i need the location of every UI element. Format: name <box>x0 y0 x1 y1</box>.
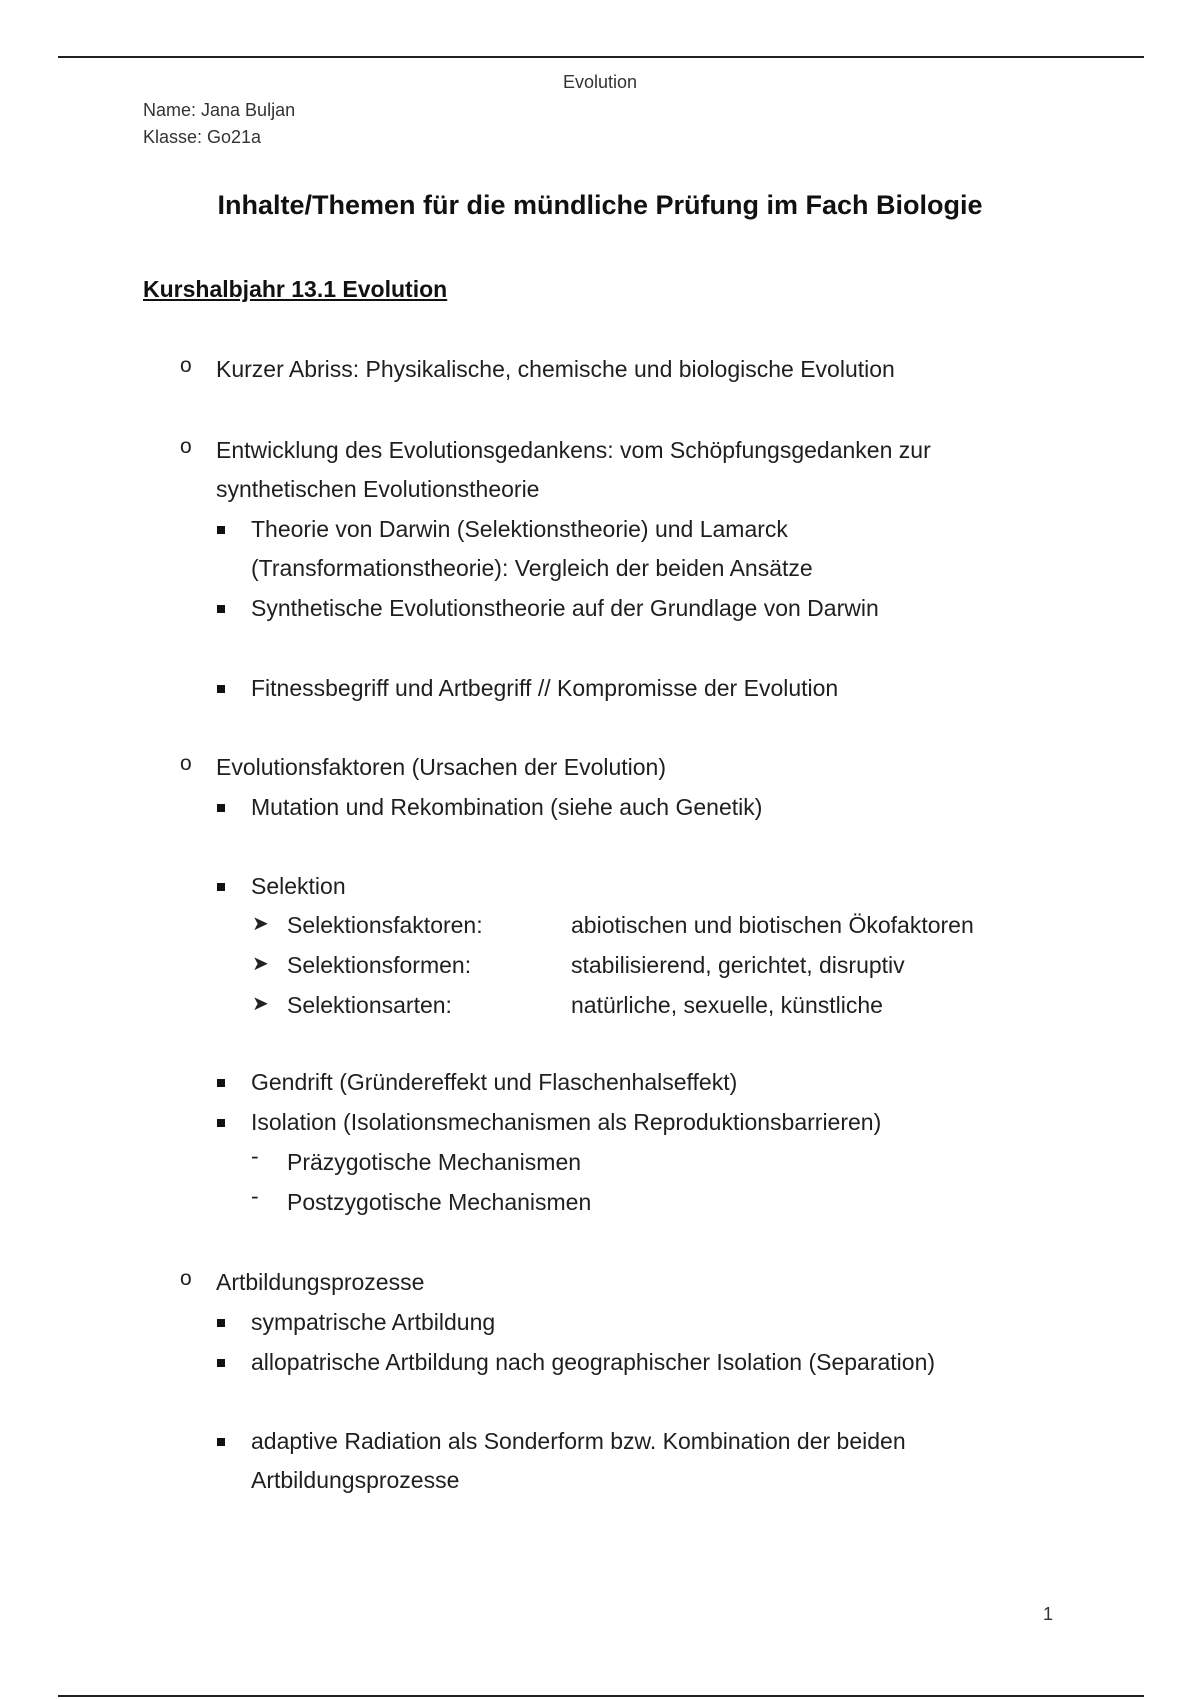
dash-bullet-icon: - <box>251 1183 259 1209</box>
page-number: 1 <box>1043 1604 1054 1624</box>
selektionsarten-value: natürliche, sexuelle, künstliche <box>571 992 883 1018</box>
arrow-bullet-icon: ➤ <box>252 953 269 975</box>
list-item-fitness: Fitnessbegriff und Artbegriff // Kompromisse der Evolution <box>251 675 839 701</box>
circle-bullet-icon: o <box>180 1267 192 1290</box>
selektionsformen-label: Selektionsformen: <box>287 952 472 978</box>
list-item-isolation: Isolation (Isolationsmechanismen als Reproduktionsbarrieren) <box>251 1109 882 1135</box>
arrow-bullet-icon: ➤ <box>252 913 269 935</box>
list-item-entwicklung-cont: synthetischen Evolutionstheorie <box>216 476 540 502</box>
list-item-faktoren: Evolutionsfaktoren (Ursachen der Evolution) <box>216 754 667 780</box>
selektionsfaktoren-value: abiotischen und biotischen Ökofaktoren <box>571 912 974 938</box>
list-item-gendrift: Gendrift (Gründereffekt und Flaschenhalseffekt) <box>251 1069 738 1095</box>
list-item-darwin: Theorie von Darwin (Selektionstheorie) und Lamarck <box>251 516 788 542</box>
list-item-artbildung: Artbildungsprozesse <box>216 1269 425 1295</box>
list-item-praezygotisch: Präzygotische Mechanismen <box>287 1149 582 1175</box>
square-bullet-icon <box>217 605 225 613</box>
list-item-darwin-cont: (Transformationstheorie): Vergleich der beiden Ansätze <box>251 555 813 581</box>
square-bullet-icon <box>217 1119 225 1127</box>
list-item-abriss: Kurzer Abriss: Physikalische, chemische und biologische Evolution <box>216 356 895 382</box>
square-bullet-icon <box>217 804 225 812</box>
list-item-radiation: adaptive Radiation als Sonderform bzw. Kombination der beiden <box>251 1428 906 1454</box>
circle-bullet-icon: o <box>180 435 192 458</box>
list-item-synthetisch: Synthetische Evolutionstheorie auf der Grundlage von Darwin <box>251 595 879 621</box>
arrow-bullet-icon: ➤ <box>252 993 269 1015</box>
bottom-rule <box>58 1695 1144 1697</box>
dash-bullet-icon: - <box>251 1143 259 1169</box>
square-bullet-icon <box>217 883 225 891</box>
square-bullet-icon <box>217 685 225 693</box>
list-item-entwicklung: Entwicklung des Evolutionsgedankens: vom Schöpfungsgedanken zur <box>216 437 931 463</box>
square-bullet-icon <box>217 1359 225 1367</box>
document-title: Inhalte/Themen für die mündliche Prüfung im Fach Biologie <box>217 190 983 220</box>
selektionsarten-label: Selektionsarten: <box>287 992 452 1018</box>
square-bullet-icon <box>217 526 225 534</box>
square-bullet-icon <box>217 1079 225 1087</box>
selektionsfaktoren-label: Selektionsfaktoren: <box>287 912 483 938</box>
student-name: Name: Jana Buljan <box>143 100 296 120</box>
top-rule <box>58 56 1144 58</box>
list-item-selektion: Selektion <box>251 873 346 899</box>
list-item-mutation: Mutation und Rekombination (siehe auch Genetik) <box>251 794 763 820</box>
list-item-allopatrisch: allopatrische Artbildung nach geographischer Isolation (Separation) <box>251 1349 936 1375</box>
square-bullet-icon <box>217 1438 225 1446</box>
list-item-postzygotisch: Postzygotische Mechanismen <box>287 1189 592 1215</box>
square-bullet-icon <box>217 1319 225 1327</box>
student-class: Klasse: Go21a <box>143 127 262 147</box>
section-heading: Kurshalbjahr 13.1 Evolution <box>143 276 448 302</box>
list-item-sympatrisch: sympatrische Artbildung <box>251 1309 496 1335</box>
circle-bullet-icon: o <box>180 752 192 775</box>
list-item-radiation-cont: Artbildungsprozesse <box>251 1467 460 1493</box>
circle-bullet-icon: o <box>180 354 192 377</box>
selektionsformen-value: stabilisierend, gerichtet, disruptiv <box>571 952 905 978</box>
page-header-title: Evolution <box>562 72 638 92</box>
